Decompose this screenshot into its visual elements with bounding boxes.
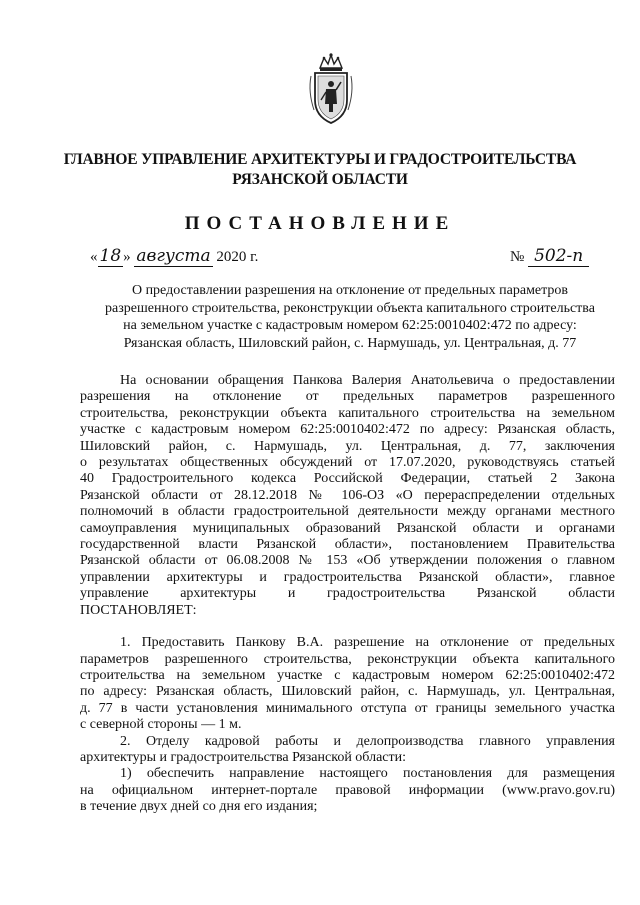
coat-of-arms-icon: [306, 52, 356, 128]
item2-1-line: в течение двух дней со дня его издания;: [80, 799, 318, 815]
date-day: 18: [99, 246, 122, 266]
date-close-quote: »: [123, 249, 131, 265]
preamble-line: 40 Градостроительного кодекса Российской Федерации, статьей 2 Закона: [80, 471, 615, 487]
item1-line: д. 77 в части установления минимального отступа от границы земельного участка: [80, 700, 615, 716]
preamble-line: Шиловский район, с. Нармушадь, ул. Центральная, д. 77, заключения: [80, 438, 615, 454]
organization-name-line1: ГЛАВНОЕ УПРАВЛЕНИЕ АРХИТЕКТУРЫ И ГРАДОСТРОИТЕЛЬСТВА: [63, 151, 577, 168]
preamble-line: строительства, реконструкции объекта капитального строительства на земельном: [80, 405, 615, 421]
subject-line: на земельном участке с кадастровым номером 62:25:0010402:472 по адресу:: [123, 318, 577, 333]
preamble-line: управлении архитектуры и градостроительства Рязанской области», главное: [80, 569, 615, 585]
preamble-line: разрешения на отклонение от предельных параметров разрешенного: [80, 389, 615, 405]
date-year: 2020 г.: [216, 249, 259, 265]
document-body: [80, 373, 615, 816]
preamble-line: государственной власти Рязанской области», постановлением Правительства: [80, 537, 615, 553]
document-subject: [80, 282, 620, 352]
subject-line: Рязанская область, Шиловский район, с. Нармушадь, ул. Центральная, д. 77: [123, 335, 577, 351]
date-open-quote: «: [90, 249, 98, 265]
number-sign: №: [510, 249, 525, 265]
preamble-line: На основании обращения Панкова Валерия Анатольевича о предоставлении: [120, 373, 615, 388]
item1-line: строительства на земельном участке с кадастровым номером 62:25:0010402:472: [80, 667, 615, 683]
date-month: августа: [136, 246, 211, 266]
document-date: [90, 246, 258, 266]
organization-name-line2: РЯЗАНСКОЙ ОБЛАСТИ: [232, 171, 408, 188]
item2-1-line: 1) обеспечить направление настоящего постановления для размещения: [120, 766, 615, 782]
item1-line: по адресу: Рязанская область, Шиловский район, с. Нармушадь, ул. Центральная,: [80, 684, 615, 700]
preamble-line: о результатах общественных обсуждений от 17.07.2020, руководствуясь статьей: [80, 455, 615, 471]
subject-line: разрешенного строительства, реконструкции объекта капитального строительства: [105, 300, 595, 316]
preamble-line: самоуправления муниципальных образований Рязанской области и органами: [80, 520, 615, 536]
number-value: 502-п: [528, 246, 589, 267]
preamble-line: Рязанской области от 28.12.2018 № 106-ОЗ «О перераспределении отдельных: [80, 487, 615, 503]
resolution-keyword: ПОСТАНОВЛЯЕТ:: [80, 602, 197, 618]
preamble-line: управление архитектуры и градостроительства Рязанской области: [80, 586, 615, 602]
item2-line: архитектуры и градостроительства Рязанской области:: [80, 749, 406, 765]
paragraph-gap: [80, 619, 615, 635]
preamble-line: участке с кадастровым номером 62:25:0010402:472 по адресу: Рязанская область,: [80, 422, 615, 438]
document-type-title: ПОСТАНОВЛЕНИЕ: [184, 213, 456, 234]
document-number: [510, 246, 589, 266]
preamble-line: полномочий в области градостроительной деятельности между органами местного: [80, 504, 615, 520]
item2-1-line: на официальном интернет-портале правовой информации (www.pravo.gov.ru): [80, 782, 615, 798]
item1-line: 1. Предоставить Панкову В.А. разрешение на отклонение от предельных: [120, 635, 615, 651]
item2-line: 2. Отделу кадровой работы и делопроизводства главного управления: [120, 733, 615, 749]
item1-line: параметров разрешенного строительства, реконструкции объекта капитального: [80, 651, 615, 667]
preamble-line: Рязанской области от 06.08.2008 № 153 «Об утверждении положения о главном: [80, 553, 615, 569]
item1-line: с северной стороны — 1 м.: [80, 717, 242, 733]
subject-line: О предоставлении разрешения на отклонение от предельных параметров: [131, 283, 569, 298]
